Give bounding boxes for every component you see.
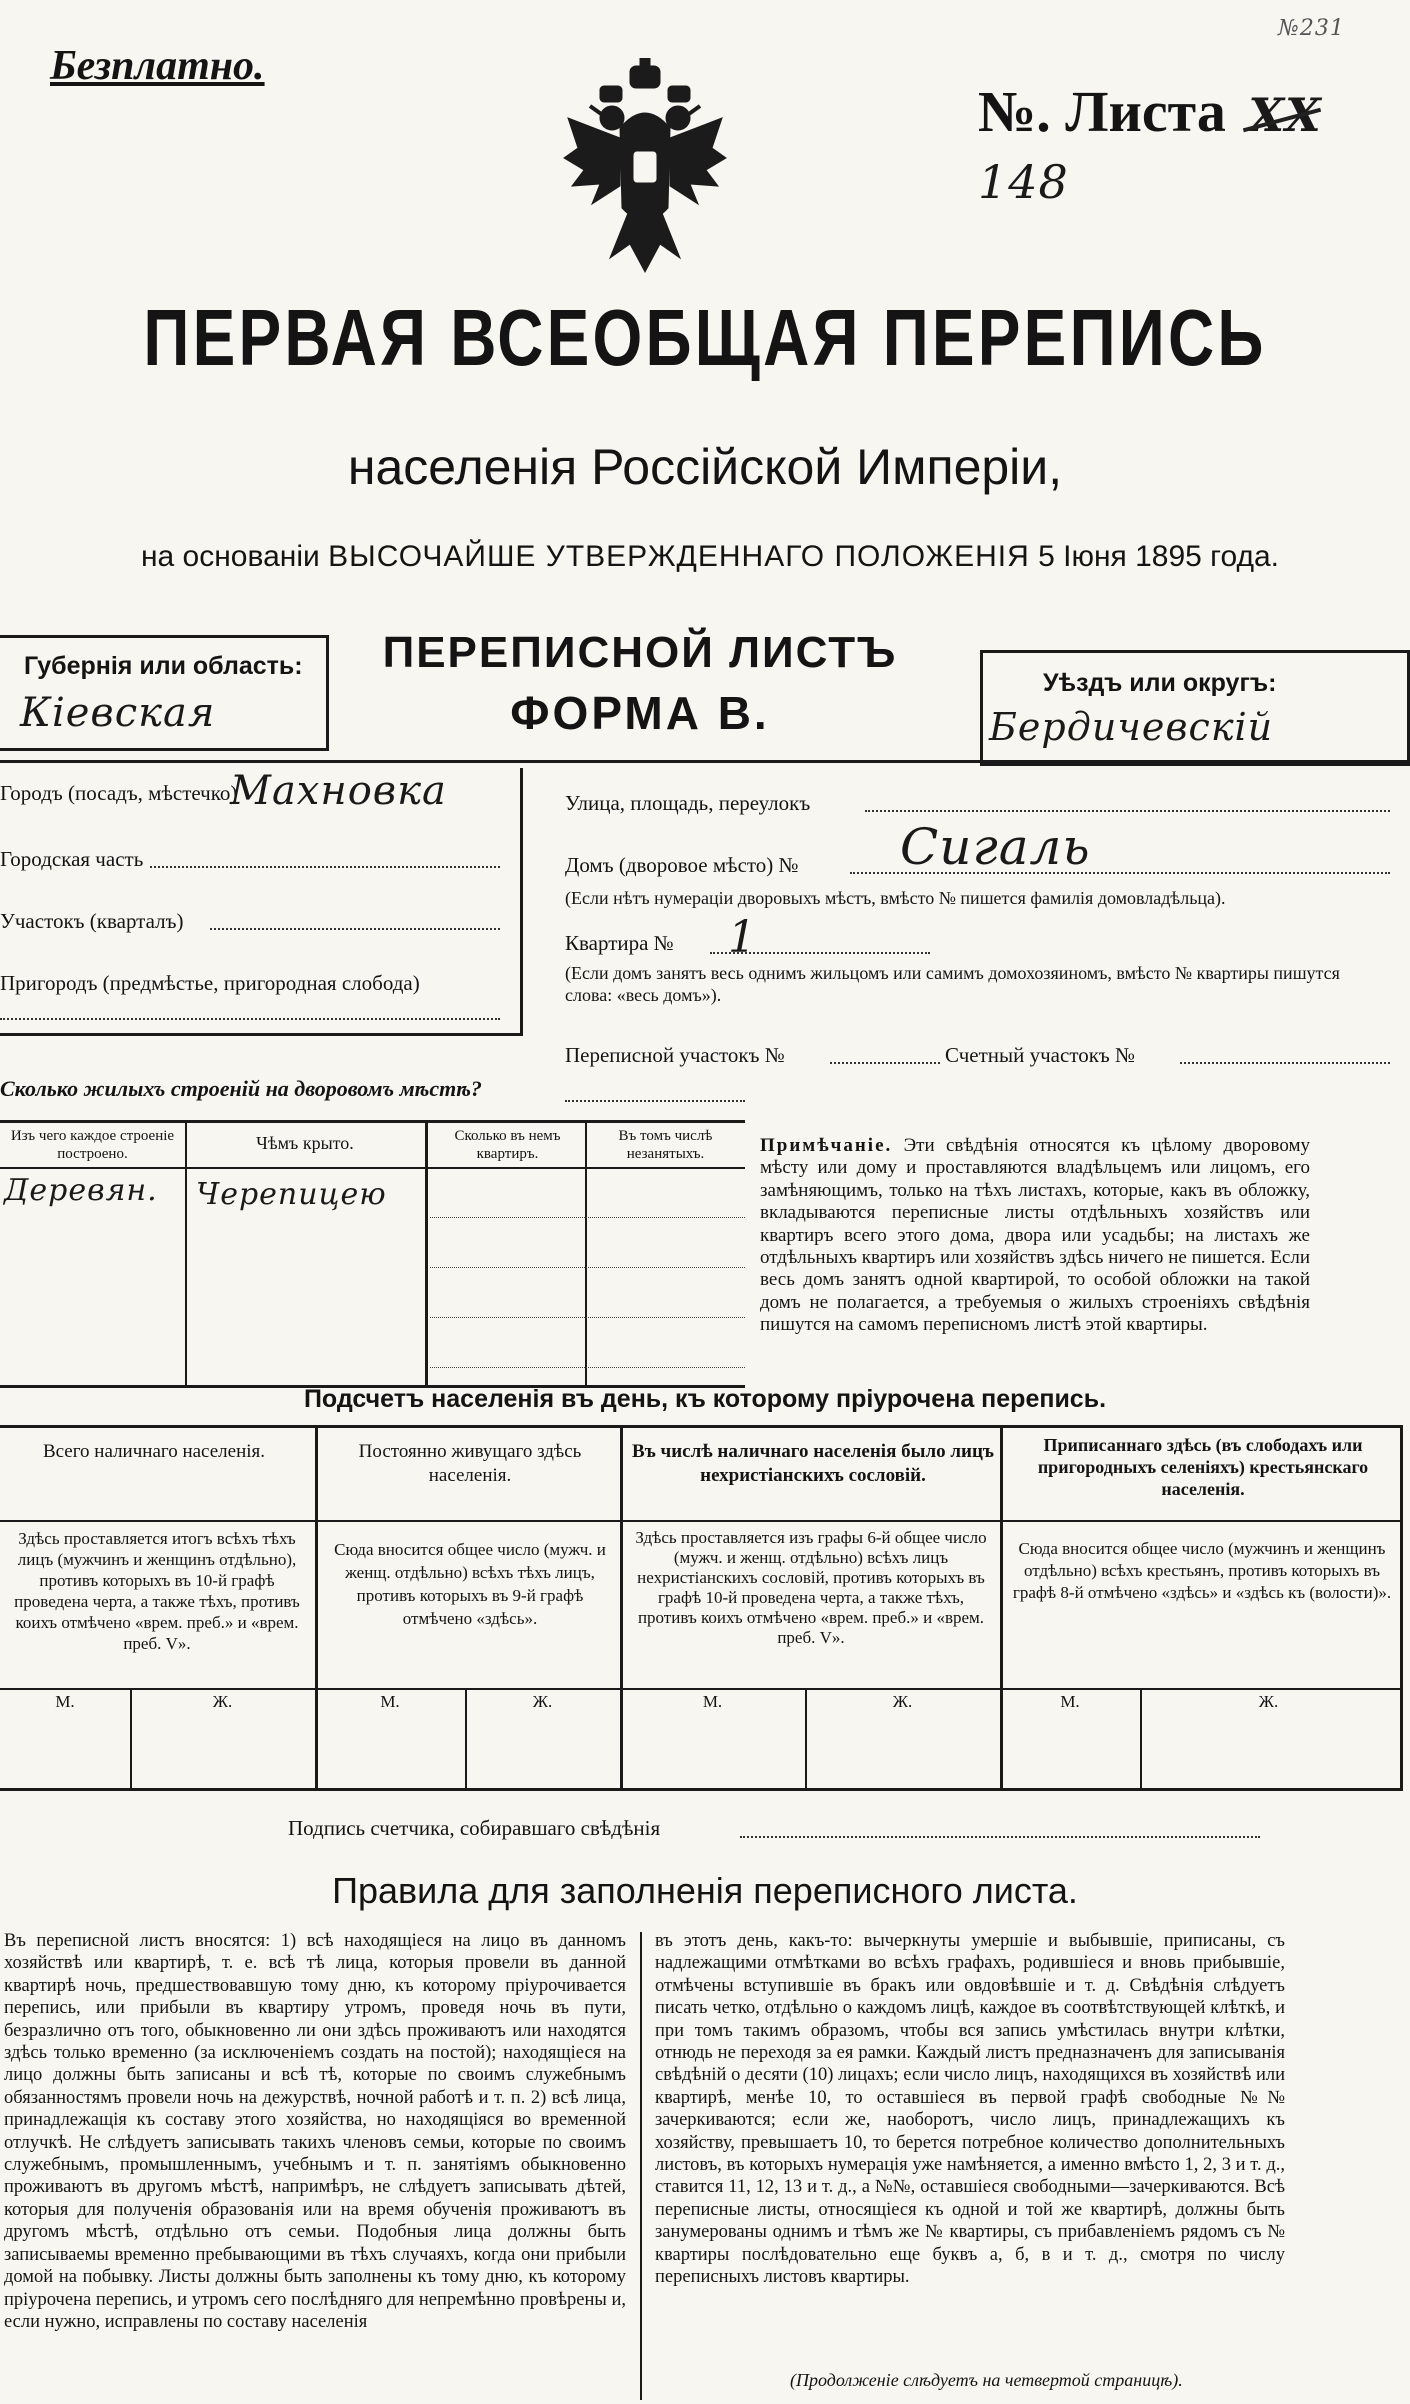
corner-handwritten-number: №231 <box>1278 16 1345 41</box>
rules-column-divider <box>640 1932 642 2400</box>
tally-col4-desc: Сюда вносится общее число (мужчинъ и женщинъ отдѣльно) всѣхъ крестьянъ, противъ которыхъ въ графѣ 8-й отмѣчено «здѣсь» и «здѣсь къ (волости)». <box>1012 1539 1392 1602</box>
rules-heading: Правила для заполненія переписного листа. <box>332 1870 1078 1911</box>
rules-right-column: въ этотъ день, какъ-то: вычеркнуты умершіе и выбывшіе, приписаны, съ надлежащими отмѣтками во всѣхъ графахъ, родившіеся и вновь прибывшіе, отмѣчены вступившіе въ бракъ или овдовѣвшіе и т. д. Свѣдѣнія слѣдуетъ писать четко, отдѣльно о каждомъ лицѣ, каждое въ соотвѣтствующей клѣткѣ, и при томъ такимъ образомъ, чтобы вся запись умѣстилась внутри клѣтки, отнюдь не переходя за ея рамки. Каждый листъ предназначенъ для записыванія свѣдѣній о десяти (10) лицахъ; если число лицъ, находящихся въ хозяйствѣ или квартирѣ, менѣе 10, то оставшіеся въ первой графѣ свободные №№ зачеркиваются; если же, наоборотъ, число лицъ, принадлежащихъ къ хозяйству, превышаетъ 10, то берется потребное количество дополнительныхъ листовъ, въ которыхъ нумерація уже намѣняется, а именно вмѣсто 1, 2, 3 и т. д., ставится 11, 12, 13 и т. д., а №№, оставшіеся свободными—зачеркиваются. Всѣ переписные листы, относящіеся къ одной и той же квартирѣ, должны быть занумерованы однимъ и тѣмъ же № квартиры, съ прибавленіемъ рядомъ съ № квартиры послѣдовательно еще буквъ а, б, в и т. д., смотря по числу переписныхъ листовъ квартиры. <box>655 1931 1285 2288</box>
house-value: Сигаль <box>900 818 1091 876</box>
form-letter: ФОРМА В. <box>510 687 770 739</box>
legal-basis-date: 5 Іюня 1895 года. <box>1038 540 1280 573</box>
sheet-number-label: №. Листа <box>978 79 1226 144</box>
buildings-col-vacant: Въ томъ числѣ незанятыхъ. <box>618 1128 713 1162</box>
header-rule <box>0 760 1410 763</box>
buildings-table <box>0 1120 745 1388</box>
census-section-field <box>830 1062 940 1064</box>
free-label <box>50 42 265 90</box>
tally-col3-male: М. <box>702 1692 723 1711</box>
note-block <box>760 1135 1310 1337</box>
tally-col1-head: Всего наличнаго населенія. <box>42 1441 266 1462</box>
sheet-number-struck <box>1248 88 1321 142</box>
gubernia-value: Кіевская <box>20 690 216 736</box>
signature-field <box>740 1836 1260 1838</box>
tally-col1-desc: Здѣсь проставляется итогъ всѣхъ тѣхъ лицъ (мужчинъ и женщинъ отдѣльно), противъ которыхъ въ 10-й графѣ проведена черта, а также тѣхъ, противъ коихъ отмѣчено «врем. преб.» и «врем. преб. V». <box>14 1529 300 1653</box>
apartment-value: 1 <box>728 912 757 963</box>
apartment-note: (Если домъ занятъ весь однимъ жильцомъ или самимъ домохозяиномъ, вмѣсто № квартиры пишутся слова: «весь домъ»). <box>565 963 1340 1005</box>
house-label: Домъ (дворовое мѣсто) № <box>565 853 799 877</box>
count-section-field <box>1180 1062 1390 1064</box>
rules-left-column: Въ переписной листъ вносятся: 1) всѣ находящіеся на лицо въ данномъ хозяйствѣ или квартирѣ, т. е. всѣ тѣ лица, которыя провели въ данной квартирѣ ночь, предшествовавшую тому дню, къ которому пріурочивается перепись, или прибыли въ квартиру утромъ, проведя ночь въ пути, безразлично отъ того, обыкновенно ли они здѣсь проживаютъ или находятся здѣсь только временно (за исключеніемъ создать на постой); находящіеся на лицо должны быть записаны и всѣ тѣ, которые по своимъ служебнымъ обязанностямъ провели ночь на дежурствѣ, ночной работѣ и т. п. 2) всѣ лица, принадлежащія къ составу этого хозяйства, но находящіяся во временной отлучкѣ. Не слѣдуетъ записывать такихъ членовъ семьи, которые по своимъ служебнымъ, промышленнымъ, учебнымъ и т. п. занятіямъ обыкновенно проживаютъ въ другомъ мѣстѣ, напримѣръ, не слѣдуетъ записывать дѣтей, которыя для полученія образованія или на время обученія проживаютъ въ другомъ мѣстѣ, отдѣльно отъ семьи. Подобныя лица должны быть записываемы временно пребывающими въ тѣхъ случаяхъ, когда они прибыли домой на побывку. Листы должны быть заполнены къ тому дню, къ которому пріурочена перепись, и утромъ сего послѣдняго для непремѣнно провѣрены и, если нужно, исправлены по составу населенія <box>4 1931 626 2332</box>
census-section-label: Переписной участокъ № <box>565 1043 785 1067</box>
legal-basis <box>30 540 1390 574</box>
tally-col4-female: Ж. <box>1258 1692 1279 1711</box>
note-text: Эти свѣдѣнія относятся къ цѣлому дворовому мѣсту или дому и проставляются владѣльцемъ или лицомъ, его замѣняющимъ, только на тѣхъ листахъ, которые, какъ въ обложку, вкладываются переписные листы отдѣльныхъ хозяйствъ или квартиръ всего этого дома, двора или усадьбы; на листахъ же отдѣльныхъ квартиръ или хозяйствъ здѣсь ничего не пишется. Если весь домъ занятъ одной квартирой, то особой обложки на такой домъ не полагается, а требуемыя о жилыхъ строеніяхъ свѣдѣнія пишутся на самомъ переписномъ листѣ этой квартиры. <box>760 1135 1310 1336</box>
tally-table <box>0 1425 1403 1791</box>
buildings-col-apartments: Сколько въ немъ квартиръ. <box>454 1128 561 1162</box>
sheet-number-struck-text: XX <box>1248 88 1322 142</box>
form-title: ПЕРЕПИСНОЙ ЛИСТЪ <box>382 628 898 677</box>
district-field <box>210 928 500 930</box>
tally-col2-female: Ж. <box>532 1692 553 1711</box>
sheet-number-handwritten: 148 <box>978 155 1069 209</box>
tally-heading: Подсчетъ населенія въ день, къ которому пріурочена перепись. <box>303 1385 1107 1413</box>
apartment-field <box>710 952 930 954</box>
buildings-question: Сколько жилыхъ строеній на дворовомъ мѣстѣ? <box>0 1076 482 1101</box>
buildings-col-roof: Чѣмъ крыто. <box>256 1133 354 1153</box>
double-headed-eagle-emblem <box>560 58 730 278</box>
buildings-col-material: Изъ чего каждое строеніе построено. <box>10 1128 175 1162</box>
tally-col3-female: Ж. <box>892 1692 913 1711</box>
buildings-roof-value: Черепицею <box>196 1177 387 1212</box>
legal-basis-prefix: на основаніи <box>140 540 320 573</box>
uezd-box <box>980 650 1410 766</box>
legal-basis-caps: ВЫСОЧАЙШЕ УТВЕРЖДЕННАГО ПОЛОЖЕНІЯ <box>328 540 1030 573</box>
house-note: (Если нѣтъ нумераціи дворовыхъ мѣстъ, вмѣсто № пишется фамилія домовладѣльца). <box>565 888 1226 908</box>
subtitle: населенія Россійской Имперіи, <box>347 439 1063 495</box>
uezd-value: Бердичевскій <box>989 705 1274 749</box>
tally-col4-male: М. <box>1060 1692 1080 1711</box>
free-label-text: Безплатно. <box>50 43 265 89</box>
main-title: ПЕРВАЯ ВСЕОБЩАЯ ПЕРЕПИСЬ <box>143 293 1267 382</box>
tally-col3-desc: Здѣсь проставляется изъ графы 6-й общее число (мужч. и женщ. отдѣльно) всѣхъ лицъ нехристіанскихъ сословій, противъ которыхъ въ графѣ 10-й проведена черта, а также тѣхъ, противъ коихъ отмѣчено «врем. преб.» и «врем. преб. V». <box>635 1528 987 1647</box>
form-title-block <box>340 628 940 740</box>
tally-col1-female: Ж. <box>212 1692 233 1711</box>
suburb-field <box>0 1018 500 1020</box>
sheet-number <box>978 78 1410 212</box>
buildings-material-value: Деревян. <box>4 1173 158 1208</box>
street-field <box>865 810 1390 812</box>
apartment-label: Квартира № <box>565 931 674 955</box>
tally-col2-male: М. <box>380 1692 400 1711</box>
tally-col1-male: М. <box>55 1692 75 1711</box>
house-field <box>850 872 1390 874</box>
city-part-label: Городская часть <box>0 847 144 871</box>
tally-col2-desc: Сюда вносится общее число (мужч. и женщ. отдѣльно) всѣхъ тѣхъ лицъ, противъ которыхъ въ 9-й графѣ отмѣчено «здѣсь». <box>334 1540 606 1628</box>
gubernia-box <box>0 635 329 751</box>
tally-col4-head: Приписаннаго здѣсь (въ слободахъ или пригородныхъ селеніяхъ) крестьянскаго населенія. <box>1037 1435 1369 1499</box>
tally-col2-head: Постоянно живущаго здѣсь населенія. <box>358 1441 582 1486</box>
buildings-count-field <box>565 1100 745 1102</box>
tally-col3-head: Въ числѣ наличнаго населенія было лицъ нехристіанскихъ сословій. <box>632 1441 994 1486</box>
city-label: Городъ (посадъ, мѣстечко) <box>0 781 238 805</box>
suburb-label: Пригородъ (предмѣстье, пригородная слобода) <box>0 971 420 995</box>
signature-label: Подпись счетчика, собиравшаго свѣдѣнія <box>288 1816 661 1840</box>
address-left-box <box>0 768 523 1036</box>
uezd-label: Уѣздъ или округъ: <box>1043 669 1277 697</box>
note-lead: Примѣчаніе. <box>760 1135 893 1156</box>
count-section-label: Счетный участокъ № <box>945 1043 1136 1067</box>
rules-continued-note: (Продолженіе слѣдуетъ на четвертой страницѣ). <box>790 2370 1183 2390</box>
district-label: Участокъ (кварталъ) <box>0 909 184 933</box>
gubernia-label: Губернія или область: <box>24 652 303 680</box>
street-label: Улица, площадь, переулокъ <box>565 791 811 815</box>
city-value: Махновка <box>230 768 447 814</box>
city-part-field <box>150 866 500 868</box>
